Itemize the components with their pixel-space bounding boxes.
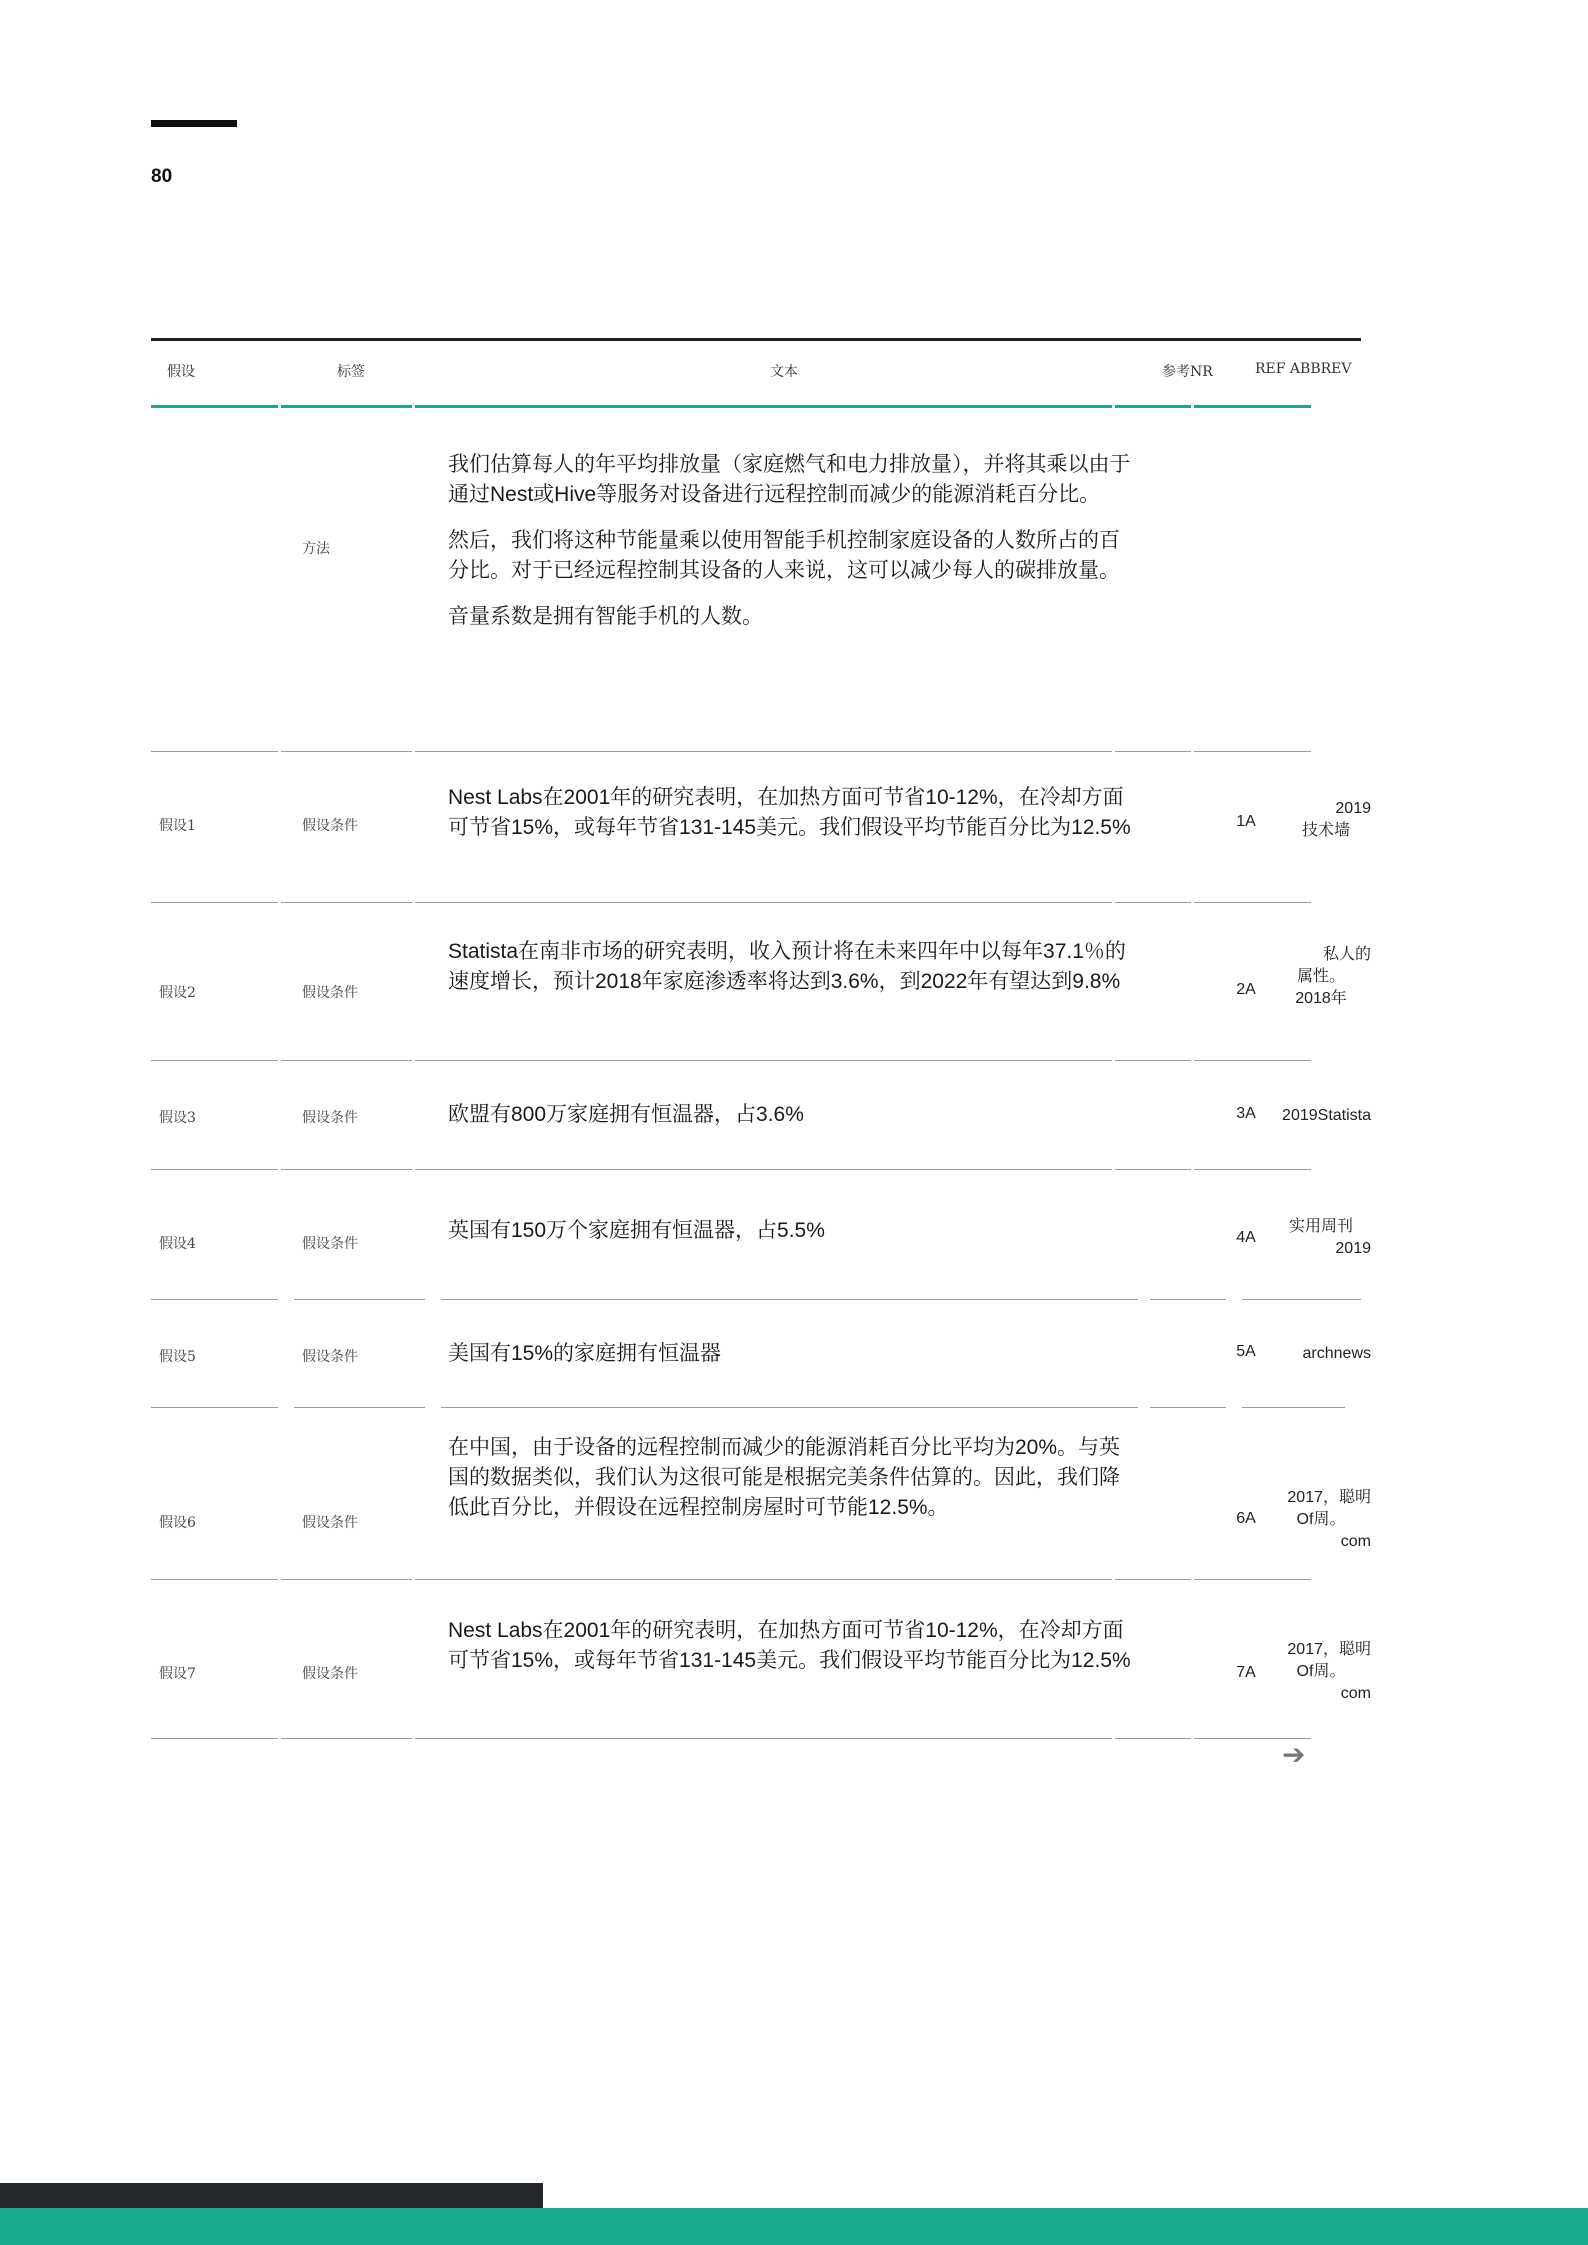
row-ref: 4A — [1236, 1229, 1256, 1246]
table-row — [151, 1409, 1371, 1581]
arrow-right-icon[interactable]: ➔ — [1282, 1738, 1306, 1771]
row-assumption: 假设2 — [159, 985, 196, 1001]
method-paragraph: 然后，我们将这种节能量乘以使用智能手机控制家庭设备的人数所占的百分比。对于已经远程控制其设备的人来说，这可以减少每人的碳排放量。 — [448, 529, 1120, 582]
row-abbrev: 2017，聪明 Of周。 com — [1287, 1641, 1371, 1702]
row-text: 欧盟有800万家庭拥有恒温器，占3.6% — [448, 1103, 804, 1126]
row-assumption: 假设5 — [159, 1349, 196, 1365]
row-label: 假设条件 — [302, 1236, 358, 1252]
method-paragraph: 我们估算每人的年平均排放量（家庭燃气和电力排放量），并将其乘以由于通过Nest或Hive等服务对设备进行远程控制而减少的能源消耗百分比。 — [448, 453, 1131, 506]
footer-dark-bar — [0, 2183, 543, 2208]
row-ref: 1A — [1236, 813, 1256, 830]
table-row — [151, 904, 1371, 1062]
row-assumption: 假设1 — [159, 818, 196, 834]
header-ref-abbrev: REF ABBREV — [1255, 361, 1352, 377]
header-label: 标签 — [337, 364, 365, 380]
footer-teal-bar — [0, 2208, 1588, 2245]
row-abbrev: 2019 技术墙 — [1301, 800, 1371, 839]
row-abbrev: 私人的 属性。 2018年 — [1295, 946, 1371, 1007]
row-abbrev: 2017，聪明 Of周。 com — [1287, 1489, 1371, 1550]
row-text: 英国有150万个家庭拥有恒温器，占5.5% — [448, 1219, 825, 1242]
row-ref: 3A — [1236, 1105, 1256, 1122]
method-label: 方法 — [302, 541, 330, 557]
table-row — [151, 1301, 1371, 1409]
row-label: 假设条件 — [302, 985, 358, 1001]
table-row — [151, 753, 1371, 904]
header-ref-nr: 参考NR — [1162, 364, 1213, 380]
row-text: Nest Labs在2001年的研究表明，在加热方面可节省10-12%，在冷却方面可节省15%，或每年节省131-145美元。我们假设平均节能百分比为12.5% — [448, 1619, 1131, 1672]
header-text: 文本 — [770, 364, 798, 380]
page-number: 80 — [151, 166, 173, 187]
row-text: 美国有15%的家庭拥有恒温器 — [448, 1342, 722, 1365]
row-assumption: 假设7 — [159, 1666, 196, 1682]
row-label: 假设条件 — [302, 818, 358, 834]
row-label: 假设条件 — [302, 1110, 358, 1126]
method-text — [448, 450, 1138, 632]
row-ref: 7A — [1236, 1664, 1256, 1681]
table-row — [151, 1062, 1371, 1171]
row-text: 在中国，由于设备的远程控制而减少的能源消耗百分比平均为20%。与英国的数据类似，我们认为这很可能是根据完美条件估算的。因此，我们降低此百分比，并假设在远程控制房屋时可节能12.5%。 — [448, 1436, 1121, 1519]
table-row — [151, 1581, 1371, 1740]
row-label: 假设条件 — [302, 1349, 358, 1365]
row-abbrev: archnews — [1302, 1345, 1371, 1362]
row-abbrev: 2019Statista — [1282, 1107, 1371, 1124]
row-assumption: 假设4 — [159, 1236, 196, 1252]
row-abbrev: 实用周刊 2019 — [1288, 1218, 1371, 1257]
row-ref: 5A — [1236, 1343, 1256, 1360]
header-assumption: 假设 — [167, 364, 195, 380]
row-ref: 2A — [1236, 981, 1256, 998]
assumptions-table — [151, 338, 1371, 1740]
method-paragraph: 音量系数是拥有智能手机的人数。 — [448, 605, 763, 628]
top-rule — [151, 120, 237, 127]
row-ref: 6A — [1236, 1510, 1256, 1527]
row-text: Nest Labs在2001年的研究表明，在加热方面可节省10-12%，在冷却方面可节省15%，或每年节省131-145美元。我们假设平均节能百分比为12.5% — [448, 786, 1131, 839]
row-assumption: 假设6 — [159, 1515, 196, 1531]
row-assumption: 假设3 — [159, 1110, 196, 1126]
table-row — [151, 1171, 1371, 1301]
method-row — [151, 408, 1361, 753]
row-label: 假设条件 — [302, 1666, 358, 1682]
row-label: 假设条件 — [302, 1515, 358, 1531]
row-text: Statista在南非市场的研究表明，收入预计将在未来四年中以每年37.1％的速度增长，预计2018年家庭渗透率将达到3.6%，到2022年有望达到9.8% — [448, 940, 1126, 993]
table-header — [151, 341, 1361, 405]
